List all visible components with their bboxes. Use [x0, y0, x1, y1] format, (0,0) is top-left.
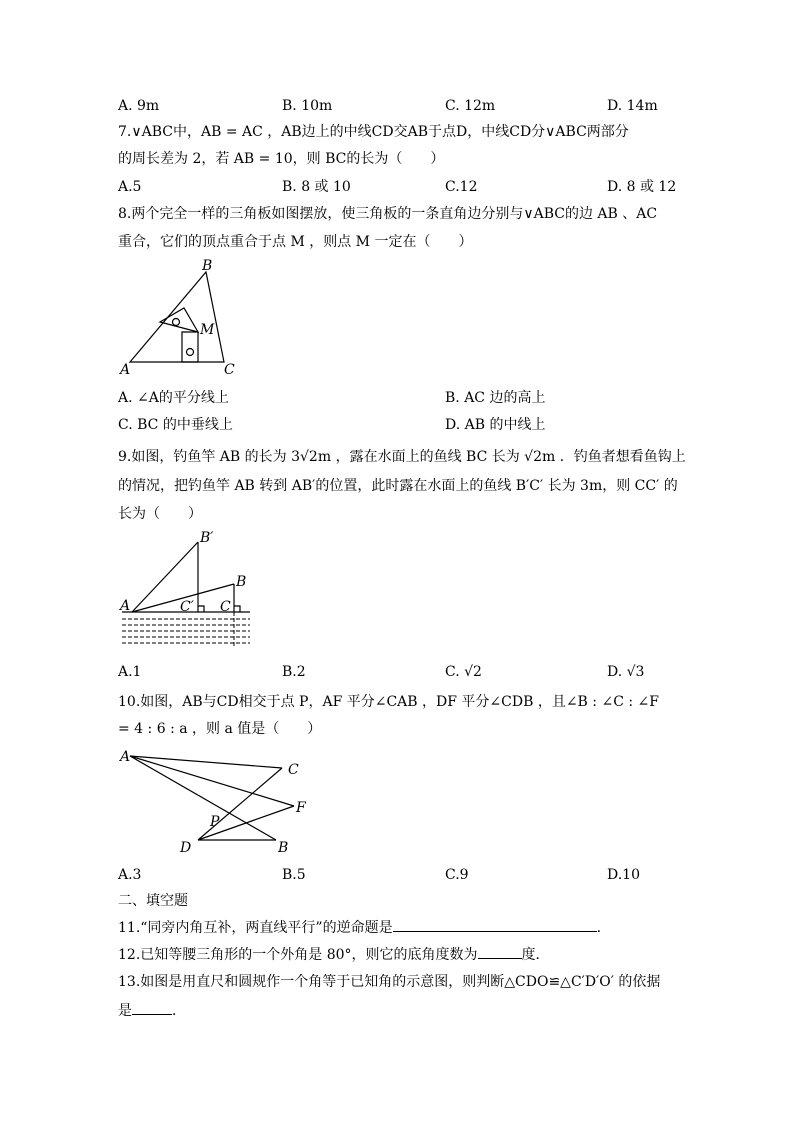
q8-stem-line1: 8.两个完全一样的三角板如图摆放，使三角板的一条直角边分别与∨ABC的边 AB 、AC: [118, 206, 658, 222]
q13-answer-blank[interactable]: [132, 1000, 172, 1015]
q13-text-start: 是: [118, 1003, 132, 1019]
q10-segment-ab: [130, 756, 276, 840]
q11-end: .: [596, 920, 602, 936]
q7-option-a: A.5: [118, 179, 142, 195]
q10-option-c: C.9: [445, 867, 469, 883]
q8-stem-line2: 重合，它们的顶点重合于点 M ，则点 M 一定在（ ）: [118, 234, 473, 250]
q8-option-a: A. ∠A的平分线上: [118, 390, 229, 406]
q12-text: 12.已知等腰三角形的一个外角是 80°，则它的底角度数为: [118, 947, 478, 963]
q6-option-a: A. 9m: [118, 98, 160, 114]
q10-segment-ac: [130, 756, 282, 768]
q8-label-m: M: [200, 322, 215, 338]
q11-text: 11.“同旁内角互补，两直线平行”的逆命题是: [118, 920, 393, 936]
q6-option-d: D. 14m: [607, 98, 658, 114]
q8-label-c: C: [224, 362, 235, 378]
q10-option-d: D.10: [607, 867, 640, 883]
q10-option-a: A.3: [118, 867, 142, 883]
q10-label-f: F: [296, 800, 306, 816]
q7-stem-line1: 7.∨ABC中，AB = AC ，AB边上的中线CD交AB于点D，中线CD分∨ABC两部分: [118, 124, 629, 140]
q10-label-p: P: [210, 814, 220, 830]
q9-option-d: D. √3: [607, 664, 645, 680]
q11-answer-blank[interactable]: [393, 917, 597, 932]
q9-label-c: C: [220, 599, 231, 615]
q9-label-a: A: [120, 598, 131, 614]
q12-end: 度．: [521, 947, 550, 963]
q9-right-angle-c: [234, 606, 240, 612]
q7-option-c: C.12: [445, 179, 478, 195]
q8-option-b: B. AC 边的高上: [445, 390, 546, 406]
q8-option-c: C. BC 的中垂线上: [118, 417, 233, 433]
q8-set-square-hole-upper: [173, 319, 180, 326]
q9-figure: [118, 528, 254, 654]
q6-option-b: B. 10m: [282, 98, 333, 114]
q7-stem-line2: 的周长差为 2，若 AB = 10，则 BC的长为（ ）: [118, 151, 445, 167]
q9-right-angle-c-prime: [198, 606, 204, 612]
q10-figure: [118, 746, 328, 860]
q10-label-d: D: [180, 840, 192, 856]
q9-label-b: B: [236, 574, 247, 590]
q11-stem: [118, 917, 601, 938]
q6-option-c: C. 12m: [445, 98, 496, 114]
q8-triangle-abc: [130, 272, 224, 362]
q12-stem: [118, 944, 550, 965]
q8-set-square-lower: [182, 332, 198, 362]
q9-option-c: C. √2: [445, 664, 482, 680]
q10-stem-line1: 10.如图，AB与CD相交于点 P，AF 平分∠CAB ，DF 平分∠CDB ，且∠B : ∠C : ∠F: [118, 694, 659, 710]
q8-figure: [118, 258, 248, 378]
q9-stem-line1: 9.如图，钓鱼竿 AB 的长为 3√2m ，露在水面上的鱼线 BC 长为 √2m ．钓鱼者想看鱼钩上: [118, 449, 686, 465]
q9-stem-line2: 的情况，把钓鱼竿 AB 转到 AB′的位置，此时露在水面上的鱼线 B′C′ 长为 3m，则 CC′ 的: [118, 478, 678, 494]
q10-label-c: C: [288, 762, 299, 778]
q8-label-a: A: [120, 362, 131, 378]
section-heading-fill-in: 二、填空题: [118, 893, 188, 909]
q13-text-end: ．: [172, 1003, 186, 1019]
q7-option-b: B. 8 或 10: [282, 179, 351, 195]
q9-option-a: A.1: [118, 664, 142, 680]
q7-option-d: D. 8 或 12: [607, 179, 677, 195]
q9-option-b: B.2: [282, 664, 306, 680]
q9-label-c-prime: C′: [180, 599, 194, 615]
q13-stem-line1: 13.如图是用直尺和圆规作一个角等于已知角的示意图，则判断△CDO≌△C′D′O′ 的依据: [118, 974, 661, 990]
q9-label-b-prime: B′: [200, 530, 214, 546]
q10-option-b: B.5: [282, 867, 306, 883]
q13-stem-line2: [118, 1000, 186, 1021]
q8-option-d: D. AB 的中线上: [445, 417, 546, 433]
q10-label-b: B: [278, 840, 289, 856]
q10-stem-line2: = 4 : 6 : a ，则 a 值是（ ）: [118, 721, 322, 737]
q10-label-a: A: [120, 749, 131, 765]
q8-set-square-hole-lower: [187, 349, 194, 356]
q12-answer-blank[interactable]: [478, 944, 522, 959]
q9-stem-line3: 长为（ ）: [118, 506, 202, 522]
q8-label-b: B: [202, 258, 213, 274]
q10-segment-af: [130, 756, 294, 806]
